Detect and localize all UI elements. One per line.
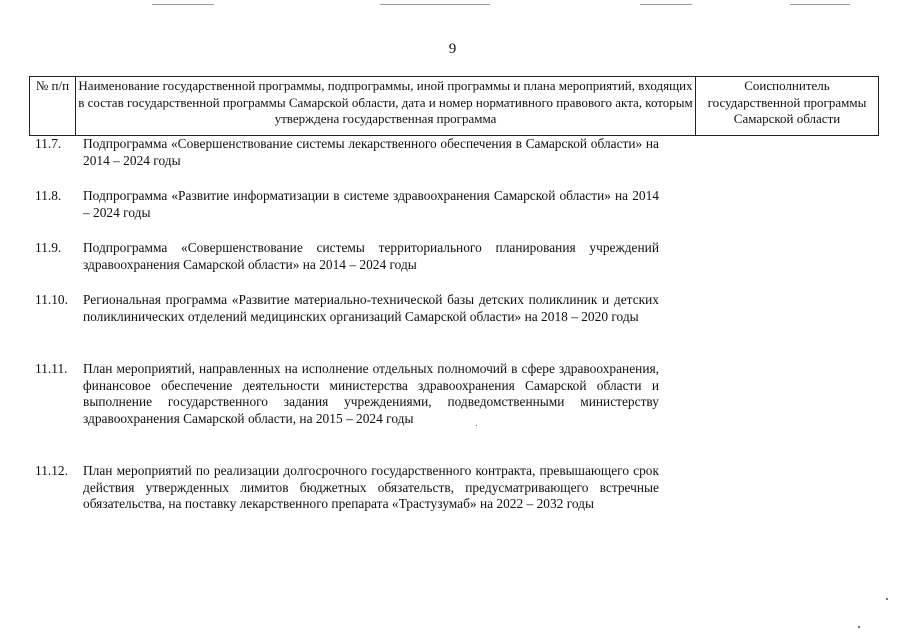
scan-artifact-line bbox=[790, 4, 850, 5]
scan-artifact-line bbox=[640, 4, 692, 5]
page-number: 9 bbox=[448, 41, 457, 57]
row-number: 11.7. bbox=[35, 136, 62, 151]
table-header bbox=[29, 76, 879, 136]
row-number: 11.9. bbox=[35, 240, 62, 255]
scan-speck bbox=[886, 598, 888, 600]
scan-artifact-line bbox=[380, 4, 490, 5]
table-row bbox=[29, 240, 669, 273]
scan-speck bbox=[858, 626, 860, 628]
table-row bbox=[29, 463, 669, 513]
header-coexecutor-column: Соисполнитель государственной программы Самарской области bbox=[707, 78, 867, 126]
row-text: Подпрограмма «Развитие информатизации в системе здравоохранения Самарской области» на 2014 – 2024 годы bbox=[83, 188, 659, 220]
scan-speck bbox=[476, 425, 477, 426]
row-text: План мероприятий по реализации долгосрочного государственного контракта, превышающего срок действия утвержденных лимитов бюджетных обязательств, предусматривающего встречные обязательства, на поставку лекарственного препарата «Трастузумаб» на 2022 – 2032 годы bbox=[83, 463, 659, 511]
table-row bbox=[29, 361, 669, 427]
row-number: 11.12. bbox=[35, 463, 68, 478]
row-number: 11.8. bbox=[35, 188, 62, 203]
header-number-column: № п/п bbox=[30, 77, 76, 135]
row-number: 11.10. bbox=[35, 292, 68, 307]
scan-artifact-line bbox=[152, 4, 214, 5]
row-text: План мероприятий, направленных на исполнение отдельных полномочий в сфере здравоохранения, финансовое обеспечение деятельности министерства здравоохранения Самарской области и выполнение государственного задания учреждениями, подведомственными министерству здравоохранения Самарской области, на 2015 – 2024 годы bbox=[83, 361, 659, 426]
table-row bbox=[29, 188, 669, 221]
table-row bbox=[29, 292, 669, 325]
table-row bbox=[29, 136, 669, 169]
row-number: 11.11. bbox=[35, 361, 68, 376]
header-name-column: Наименование государственной программы, подпрограммы, иной программы и плана мероприятий, входящих в состав государственной программы Самарской области, дата и номер нормативного правового акта, которым утверждена государственная программа bbox=[76, 77, 696, 135]
row-text: Подпрограмма «Совершенствование системы территориального планирования учреждений здравоохранения Самарской области» на 2014 – 2024 годы bbox=[83, 240, 659, 272]
row-text: Региональная программа «Развитие материально-технической базы детских поликлиник и детских поликлинических отделений медицинских организаций Самарской области» на 2018 – 2020 годы bbox=[83, 292, 659, 324]
row-text: Подпрограмма «Совершенствование системы лекарственного обеспечения в Самарской области» на 2014 – 2024 годы bbox=[83, 136, 659, 168]
